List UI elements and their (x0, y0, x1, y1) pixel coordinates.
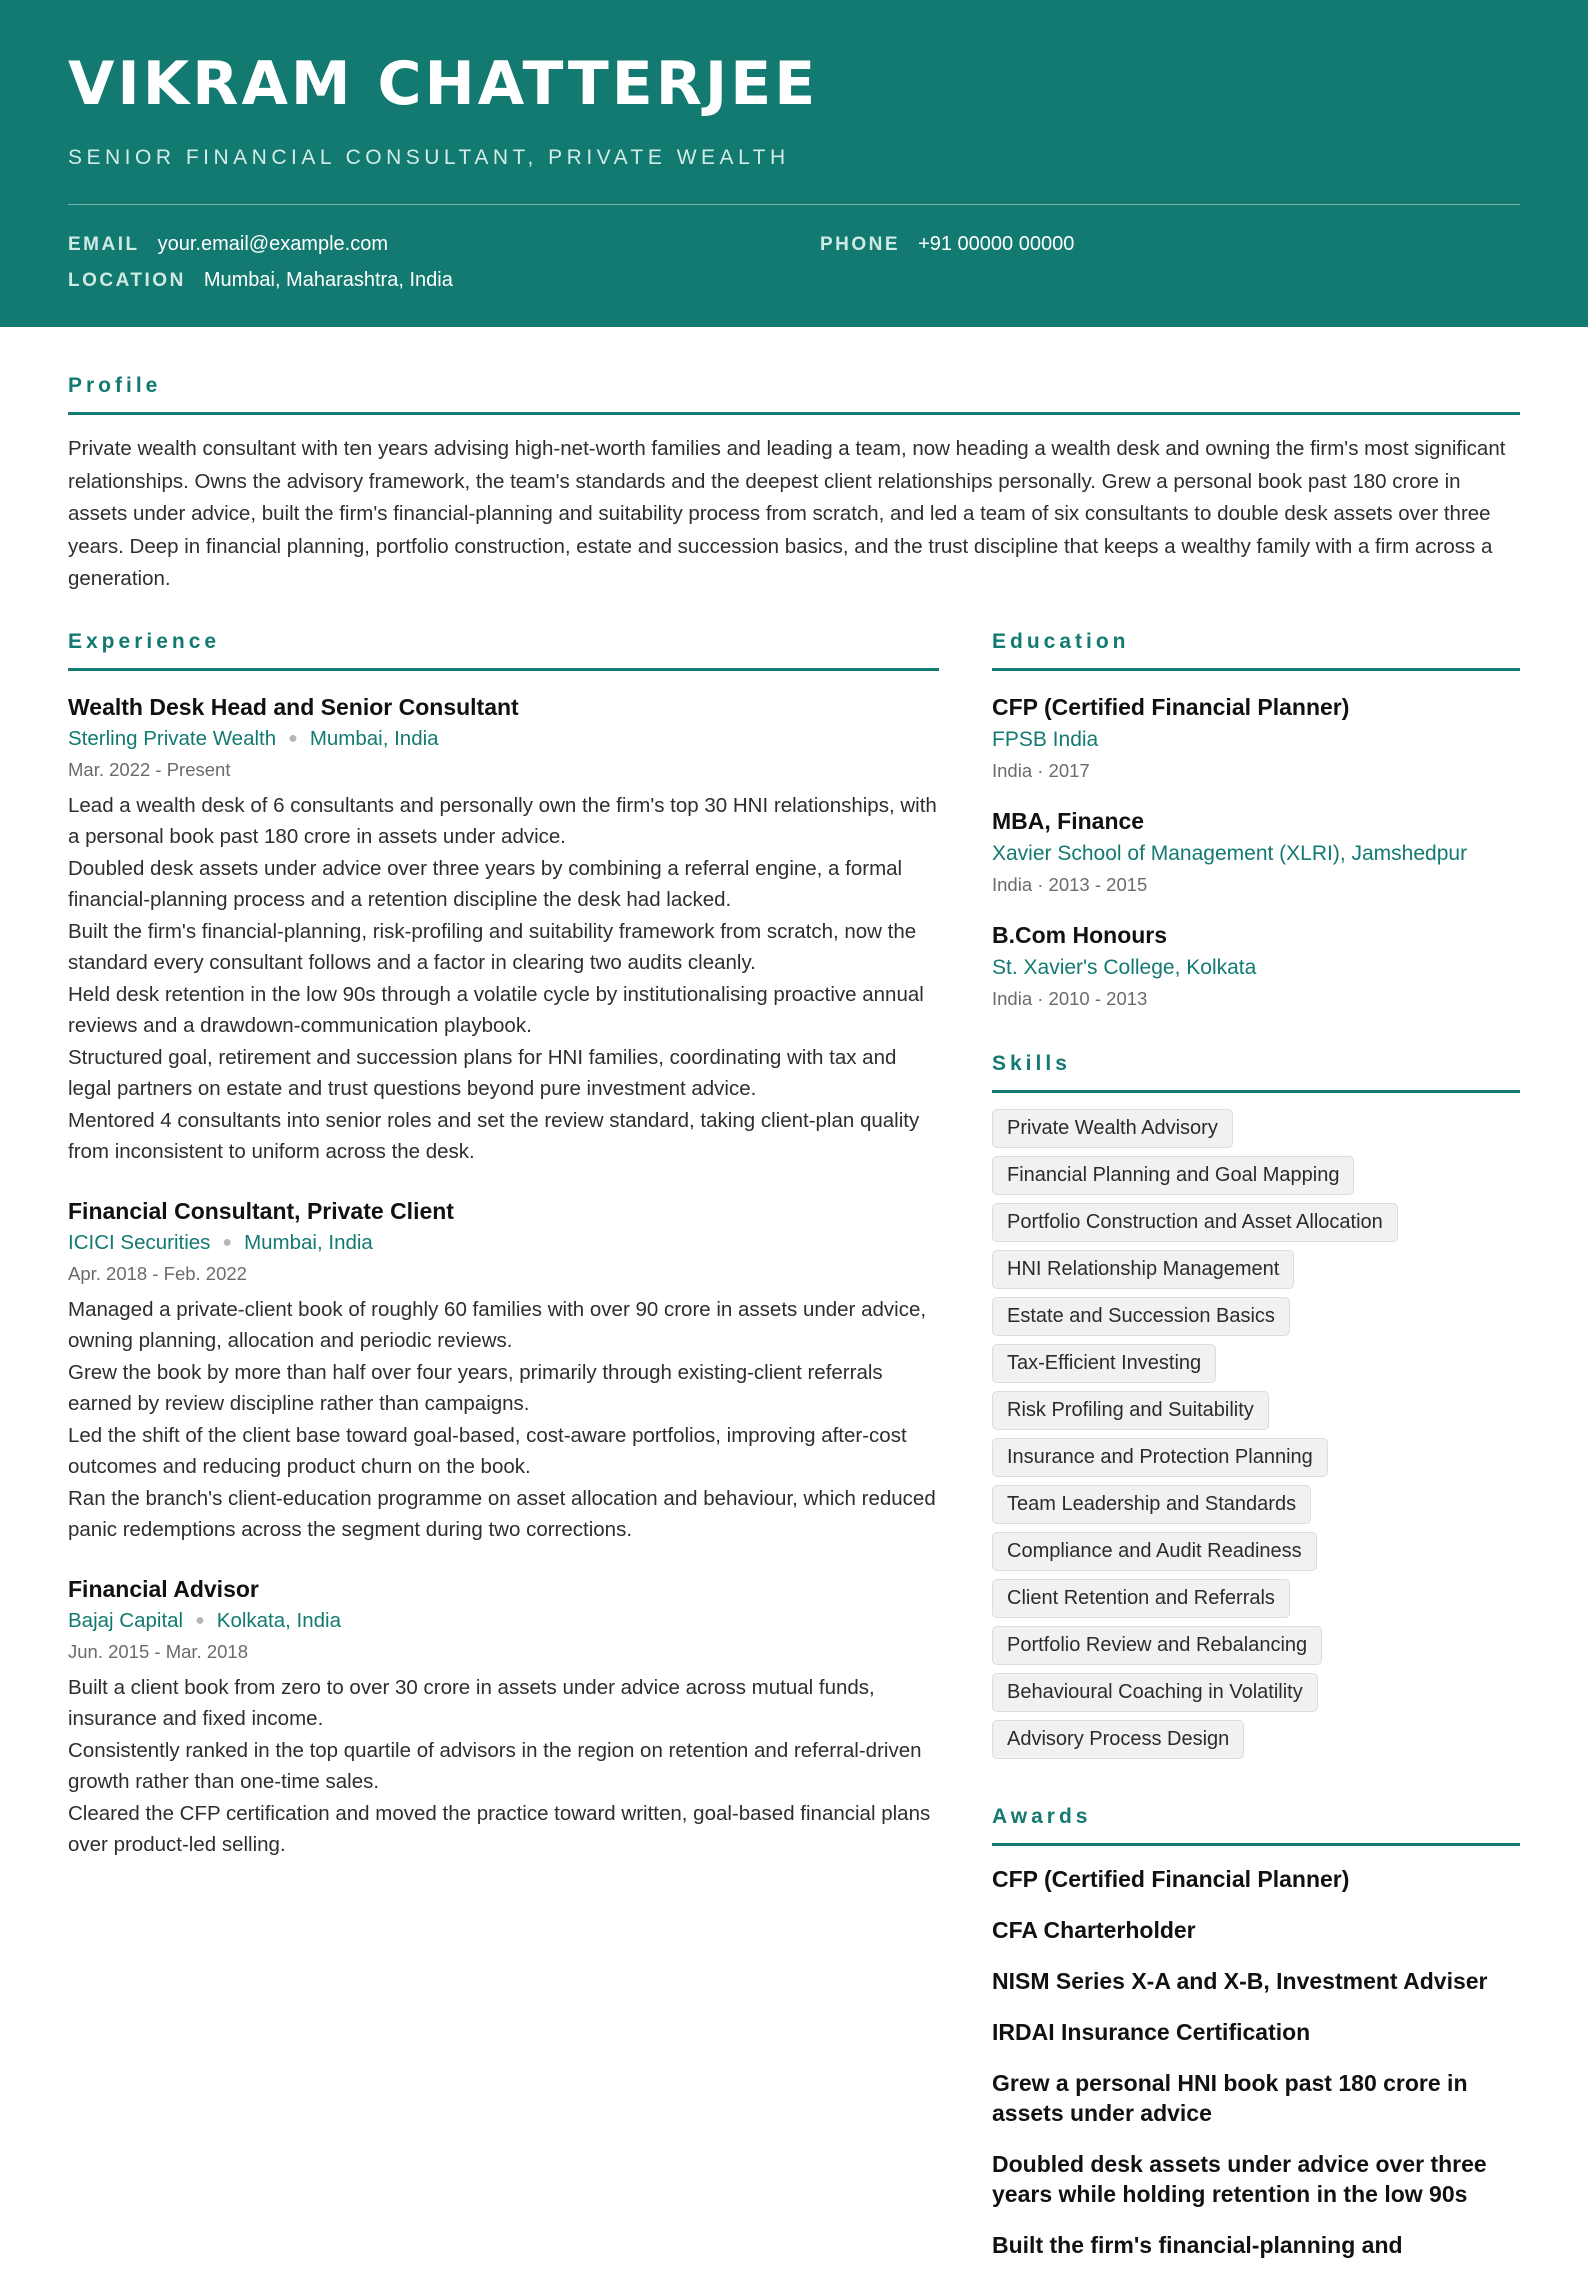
education-list (992, 692, 1520, 1012)
job-bullet: Held desk retention in the low 90s through a volatile cycle by institutionalising proactive annual reviews and a drawdown-communication playbook. (68, 982, 924, 1037)
profile-section (68, 372, 1520, 596)
skill-chip: Private Wealth Advisory (992, 1109, 1233, 1148)
job-meta (68, 1228, 939, 1258)
email-label: EMAIL (68, 234, 140, 255)
phone-label: PHONE (820, 234, 901, 255)
awards-section (992, 1803, 1520, 2260)
award-item: CFP (Certified Financial Planner) (992, 1865, 1350, 1892)
two-column-layout (68, 628, 1520, 2281)
job-meta (68, 1606, 939, 1636)
job-bullet: Cleared the CFP certification and moved the practice toward written, goal-based financial plans over product-led selling. (68, 1801, 931, 1856)
award-item: CFA Charterholder (992, 1916, 1196, 1943)
job-bullet: Structured goal, retirement and succession plans for HNI families, coordinating with tax and legal partners on estate and trust questions beyond pure investment advice. (68, 1045, 897, 1100)
profile-heading: Profile (68, 372, 1520, 415)
job-company: ICICI Securities (68, 1230, 211, 1254)
location-value: Mumbai, Maharashtra, India (203, 269, 453, 291)
job-title: Financial Consultant, Private Client (68, 1197, 454, 1224)
job-location: Mumbai, India (244, 1230, 373, 1254)
job-entry (68, 1196, 939, 1546)
job-bullets (68, 790, 939, 1168)
education-school: FPSB India (992, 727, 1099, 751)
job-bullet: Built a client book from zero to over 30 crore in assets under advice across mutual funds, insurance and fixed income. (68, 1675, 875, 1730)
skills-section (992, 1050, 1520, 1759)
job-bullet: Ran the branch's client-education programme on asset allocation and behaviour, which reduced panic redemptions across the segment during two corrections. (68, 1486, 936, 1541)
award-item: Grew a personal HNI book past 180 crore in assets under advice (992, 2069, 1468, 2126)
education-degree: B.Com Honours (992, 921, 1168, 948)
skill-chip: Insurance and Protection Planning (992, 1438, 1328, 1477)
award-item: Doubled desk assets under advice over three years while holding retention in the low 90s (992, 2150, 1487, 2207)
email-value[interactable]: your.email@example.com (157, 233, 388, 255)
contact-email (68, 231, 388, 258)
awards-heading: Awards (992, 1803, 1520, 1846)
job-dates: Mar. 2022 - Present (68, 758, 231, 780)
job-title: Financial Advisor (68, 1575, 259, 1602)
resume-body (0, 372, 1588, 2281)
skills-list (992, 1109, 1520, 1759)
job-bullet: Built the firm's financial-planning, risk-profiling and suitability framework from scratch, now the standard every consultant follows and a factor in clearing two audits cleanly. (68, 919, 917, 974)
experience-section (68, 628, 939, 1861)
job-bullet: Consistently ranked in the top quartile of advisors in the region on retention and referral-driven growth rather than one-time sales. (68, 1738, 922, 1793)
job-entry (68, 692, 939, 1168)
skill-chip: Compliance and Audit Readiness (992, 1532, 1317, 1571)
job-bullet: Grew the book by more than half over four years, primarily through existing-client referrals earned by review discipline rather than campaigns. (68, 1360, 883, 1415)
education-meta: India · 2013 - 2015 (992, 873, 1148, 895)
education-school: St. Xavier's College, Kolkata (992, 955, 1257, 979)
separator-dot-icon: ● (222, 1233, 233, 1251)
education-meta: India · 2010 - 2013 (992, 987, 1148, 1009)
contact-location (68, 267, 453, 294)
award-item: NISM Series X-A and X-B, Investment Adviser (992, 1967, 1488, 1994)
skill-chip: HNI Relationship Management (992, 1250, 1294, 1289)
job-bullet: Lead a wealth desk of 6 consultants and personally own the firm's top 30 HNI relationships, with a personal book past 180 crore in assets under advice. (68, 793, 937, 848)
candidate-name: VIKRAM CHATTERJEE (68, 49, 819, 119)
skill-chip: Portfolio Review and Rebalancing (992, 1626, 1322, 1665)
education-school: Xavier School of Management (XLRI), Jamshedpur (992, 841, 1468, 865)
left-column (68, 628, 939, 2281)
skill-chip: Behavioural Coaching in Volatility (992, 1673, 1318, 1712)
awards-list (992, 1864, 1520, 2260)
education-entry (992, 920, 1520, 1012)
skill-chip: Client Retention and Referrals (992, 1579, 1290, 1618)
profile-text: Private wealth consultant with ten years advising high-net-worth families and leading a team, now heading a wealth desk and owning the firm's most significant relationships. Owns the advisory framework, the team's standards and the deepest client relationships personally. Grew a personal book past 180 crore in assets under advice, built the firm's financial-planning and suitability process from scratch, and led a team of six consultants to double desk assets over three years. Deep in financial planning, portfolio construction, estate and succession basics, and the trust discipline that keeps a wealthy family with a firm across a generation. (68, 437, 1506, 590)
job-bullet: Led the shift of the client base toward goal-based, cost-aware portfolios, improving after-cost outcomes and reducing product churn on the book. (68, 1423, 907, 1478)
candidate-title: SENIOR FINANCIAL CONSULTANT, PRIVATE WEALTH (68, 146, 790, 169)
job-list (68, 692, 939, 1861)
resume-header (0, 0, 1588, 327)
job-bullet: Mentored 4 consultants into senior roles and set the review standard, taking client-plan quality from inconsistent to uniform across the desk. (68, 1108, 920, 1163)
separator-dot-icon: ● (288, 729, 298, 747)
education-degree: MBA, Finance (992, 807, 1145, 834)
skill-chip: Tax-Efficient Investing (992, 1344, 1216, 1383)
separator-dot-icon: ● (195, 1611, 205, 1629)
education-entry (992, 692, 1520, 784)
skill-chip: Team Leadership and Standards (992, 1485, 1311, 1524)
job-company: Sterling Private Wealth (68, 726, 277, 750)
skill-chip: Financial Planning and Goal Mapping (992, 1156, 1354, 1195)
phone-value[interactable]: +91 00000 00000 (918, 233, 1075, 255)
job-entry (68, 1574, 939, 1861)
job-location: Kolkata, India (216, 1608, 341, 1632)
job-bullet: Managed a private-client book of roughly 60 families with over 90 crore in assets under advice, owning planning, allocation and periodic reviews. (68, 1297, 927, 1352)
education-degree: CFP (Certified Financial Planner) (992, 693, 1350, 720)
award-item: IRDAI Insurance Certification (992, 2018, 1311, 2045)
job-bullets (68, 1294, 939, 1546)
header-divider (68, 204, 1520, 205)
skills-heading: Skills (992, 1050, 1520, 1093)
job-company: Bajaj Capital (68, 1608, 184, 1632)
job-location: Mumbai, India (309, 726, 439, 750)
job-dates: Apr. 2018 - Feb. 2022 (68, 1262, 247, 1284)
location-label: LOCATION (68, 270, 186, 291)
experience-heading: Experience (68, 628, 939, 671)
skill-chip: Risk Profiling and Suitability (992, 1391, 1269, 1430)
skill-chip: Advisory Process Design (992, 1720, 1244, 1759)
job-bullets (68, 1672, 939, 1861)
right-column (992, 628, 1520, 2281)
education-meta: India · 2017 (992, 759, 1090, 781)
skill-chip: Estate and Succession Basics (992, 1297, 1290, 1336)
contact-info (68, 231, 1520, 311)
contact-phone (820, 231, 1074, 258)
job-bullet: Doubled desk assets under advice over three years by combining a referral engine, a formal financial-planning process and a retention discipline the desk had lacked. (68, 856, 903, 911)
job-meta (68, 724, 939, 754)
award-item: Built the firm's financial-planning and (992, 2231, 1403, 2258)
education-heading: Education (992, 628, 1520, 671)
job-dates: Jun. 2015 - Mar. 2018 (68, 1640, 248, 1662)
job-title: Wealth Desk Head and Senior Consultant (68, 693, 519, 720)
education-section (992, 628, 1520, 1012)
skill-chip: Portfolio Construction and Asset Allocation (992, 1203, 1398, 1242)
education-entry (992, 806, 1520, 898)
